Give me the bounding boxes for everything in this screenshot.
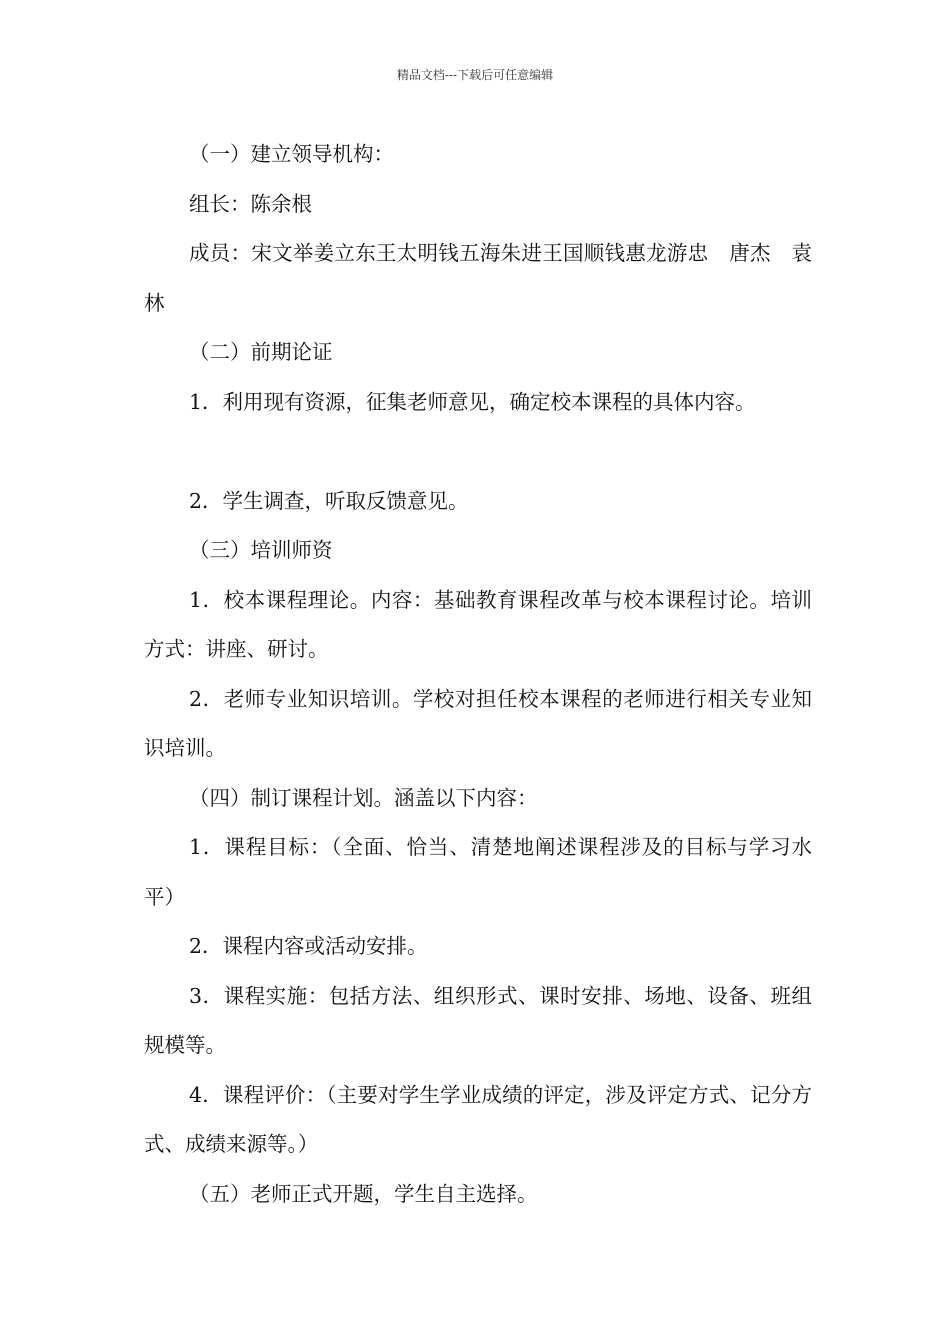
list-item: 2．老师专业知识培训。学校对担任校本课程的老师进行相关专业知识培训。 xyxy=(144,686,812,760)
group-leader-line: 组长：陈余根 xyxy=(189,191,312,216)
list-item: 1．课程目标：（全面、恰当、清楚地阐述课程涉及的目标与学习水平） xyxy=(144,835,812,909)
page-header: 精品文档---下载后可任意编辑 xyxy=(396,68,554,82)
section-heading-1: （一）建立领导机构： xyxy=(189,142,394,166)
list-item: 3．课程实施：包括方法、组织形式、课时安排、场地、设备、班组规模等。 xyxy=(144,983,812,1057)
list-item: 2．学生调查，听取反馈意见。 xyxy=(189,488,469,513)
list-item: 4．课程评价：（主要对学生学业成绩的评定，涉及评定方式、记分方式、成绩来源等。） xyxy=(144,1082,812,1156)
list-item: 2．课程内容或活动安排。 xyxy=(189,934,428,958)
section-heading-3: （三）培训师资 xyxy=(189,538,333,562)
section-heading-5: （五）老师正式开题，学生自主选择。 xyxy=(189,1181,538,1206)
section-heading-2: （二）前期论证 xyxy=(189,340,333,364)
blank-line xyxy=(144,427,812,477)
list-item: 1．利用现有资源，征集老师意见，确定校本课程的具体内容。 xyxy=(189,389,756,414)
members-paragraph: 成员：宋文举姜立东王太明钱五海朱进王国顺钱惠龙游忠 唐杰 袁林 xyxy=(144,241,812,315)
list-item: 1．校本课程理论。内容：基础教育课程改革与校本课程讨论。培训方式：讲座、研讨。 xyxy=(144,587,812,661)
section-heading-4: （四）制订课程计划。涵盖以下内容： xyxy=(189,785,538,810)
document-body xyxy=(144,130,812,1219)
